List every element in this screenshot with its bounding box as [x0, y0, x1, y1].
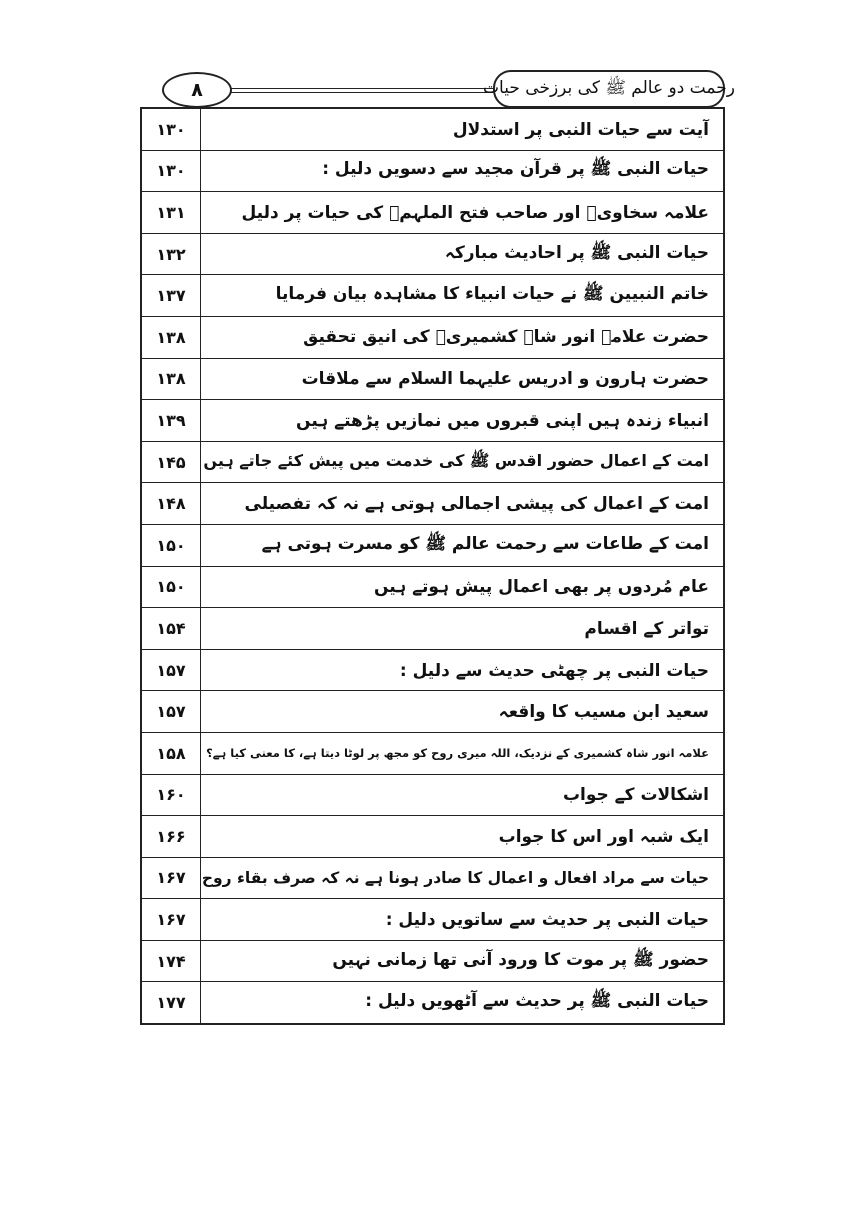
toc-entry-title: حیات النبی ﷺ پر حدیث سے آٹھویں دلیل :: [201, 982, 725, 1024]
toc-row: [141, 316, 724, 358]
toc-entry-title: حضور ﷺ پر موت کا ورود آنی تھا زمانی نہیں: [201, 940, 725, 982]
toc-row: [141, 566, 724, 608]
toc-page-number: ۱۳۲: [141, 233, 201, 275]
toc-page-number: ۱۷۴: [141, 940, 201, 982]
book-title: رحمت دو عالم ﷺ کی برزخی حیات: [493, 70, 725, 108]
toc-page-number: ۱۵۷: [141, 691, 201, 733]
toc-row: [141, 150, 724, 192]
toc-page-number: ۱۵۰: [141, 566, 201, 608]
toc-row: [141, 192, 724, 234]
toc-page-number: ۱۳۰: [141, 108, 201, 150]
table-of-contents: [140, 107, 725, 1025]
toc-body: [141, 108, 724, 1024]
toc-page-number: ۱۳۸: [141, 358, 201, 400]
toc-row: [141, 441, 724, 483]
toc-page-number: ۱۶۶: [141, 816, 201, 858]
toc-entry-title: علامہ انور شاہ کشمیری کے نزدیک، اللہ میری روح کو مجھ پر لوٹا دیتا ہے، کا معنی کیا ہے؟: [201, 732, 725, 774]
toc-page-number: ۱۳۸: [141, 316, 201, 358]
toc-row: [141, 524, 724, 566]
toc-entry-title: حیات النبی ﷺ پر احادیث مبارکہ: [201, 233, 725, 275]
toc-row: [141, 608, 724, 650]
toc-page-number: ۱۴۵: [141, 441, 201, 483]
toc-entry-title: حضرت ہارون و ادریس علیہما السلام سے ملاقات: [201, 358, 725, 400]
toc-page-number: ۱۳۹: [141, 400, 201, 442]
toc-row: [141, 857, 724, 899]
toc-row: [141, 940, 724, 982]
toc-row: [141, 233, 724, 275]
toc-page-number: ۱۶۷: [141, 899, 201, 941]
toc-row: [141, 732, 724, 774]
toc-page-number: ۱۶۰: [141, 774, 201, 816]
toc-entry-title: سعید ابن مسیب کا واقعہ: [201, 691, 725, 733]
toc-row: [141, 483, 724, 525]
toc-page-number: ۱۷۷: [141, 982, 201, 1024]
toc-entry-title: امت کے اعمال حضور اقدس ﷺ کی خدمت میں پیش کئے جاتے ہیں: [201, 441, 725, 483]
toc-entry-title: اشکالات کے جواب: [201, 774, 725, 816]
toc-row: [141, 649, 724, 691]
toc-page-number: ۱۵۰: [141, 524, 201, 566]
toc-entry-title: علامہ سخاویؒ اور صاحب فتح الملہمؒ کی حیات پر دلیل: [201, 192, 725, 234]
toc-page-number: ۱۵۷: [141, 649, 201, 691]
toc-page-number: ۱۶۷: [141, 857, 201, 899]
toc-entry-title: ایک شبہ اور اس کا جواب: [201, 816, 725, 858]
toc-row: [141, 275, 724, 317]
toc-row: [141, 899, 724, 941]
toc-entry-title: خاتم النبیین ﷺ نے حیات انبیاء کا مشاہدہ بیان فرمایا: [201, 275, 725, 317]
toc-entry-title: حضرت علامہ انور شاہ کشمیریؒ کی انیق تحقیق: [201, 316, 725, 358]
toc-page-number: ۱۵۴: [141, 608, 201, 650]
page-number: ۸: [162, 72, 232, 108]
toc-entry-title: حیات النبی پر چھٹی حدیث سے دلیل :: [201, 649, 725, 691]
toc-page-number: ۱۳۱: [141, 192, 201, 234]
toc-entry-title: انبیاء زندہ ہیں اپنی قبروں میں نمازیں پڑھتے ہیں: [201, 400, 725, 442]
toc-page-number: ۱۴۸: [141, 483, 201, 525]
toc-page-number: ۱۳۷: [141, 275, 201, 317]
toc-row: [141, 982, 724, 1024]
toc-row: [141, 358, 724, 400]
toc-page-number: ۱۳۰: [141, 150, 201, 192]
toc-entry-title: تواتر کے اقسام: [201, 608, 725, 650]
toc-entry-title: امت کے طاعات سے رحمت عالم ﷺ کو مسرت ہوتی ہے: [201, 524, 725, 566]
toc-row: [141, 816, 724, 858]
toc-row: [141, 108, 724, 150]
toc-entry-title: آیت سے حیات النبی پر استدلال: [201, 108, 725, 150]
toc-entry-title: حیات النبی پر حدیث سے ساتویں دلیل :: [201, 899, 725, 941]
toc-entry-title: حیات سے مراد افعال و اعمال کا صادر ہونا ہے نہ کہ صرف بقاء روح: [201, 857, 725, 899]
toc-row: [141, 400, 724, 442]
page-header: [0, 0, 868, 110]
toc-entry-title: حیات النبی ﷺ پر قرآن مجید سے دسویں دلیل :: [201, 150, 725, 192]
header-rule: [215, 88, 493, 93]
toc-page-number: ۱۵۸: [141, 732, 201, 774]
toc-row: [141, 691, 724, 733]
toc-entry-title: عام مُردوں پر بھی اعمال پیش ہوتے ہیں: [201, 566, 725, 608]
toc-row: [141, 774, 724, 816]
toc-entry-title: امت کے اعمال کی پیشی اجمالی ہوتی ہے نہ کہ تفصیلی: [201, 483, 725, 525]
